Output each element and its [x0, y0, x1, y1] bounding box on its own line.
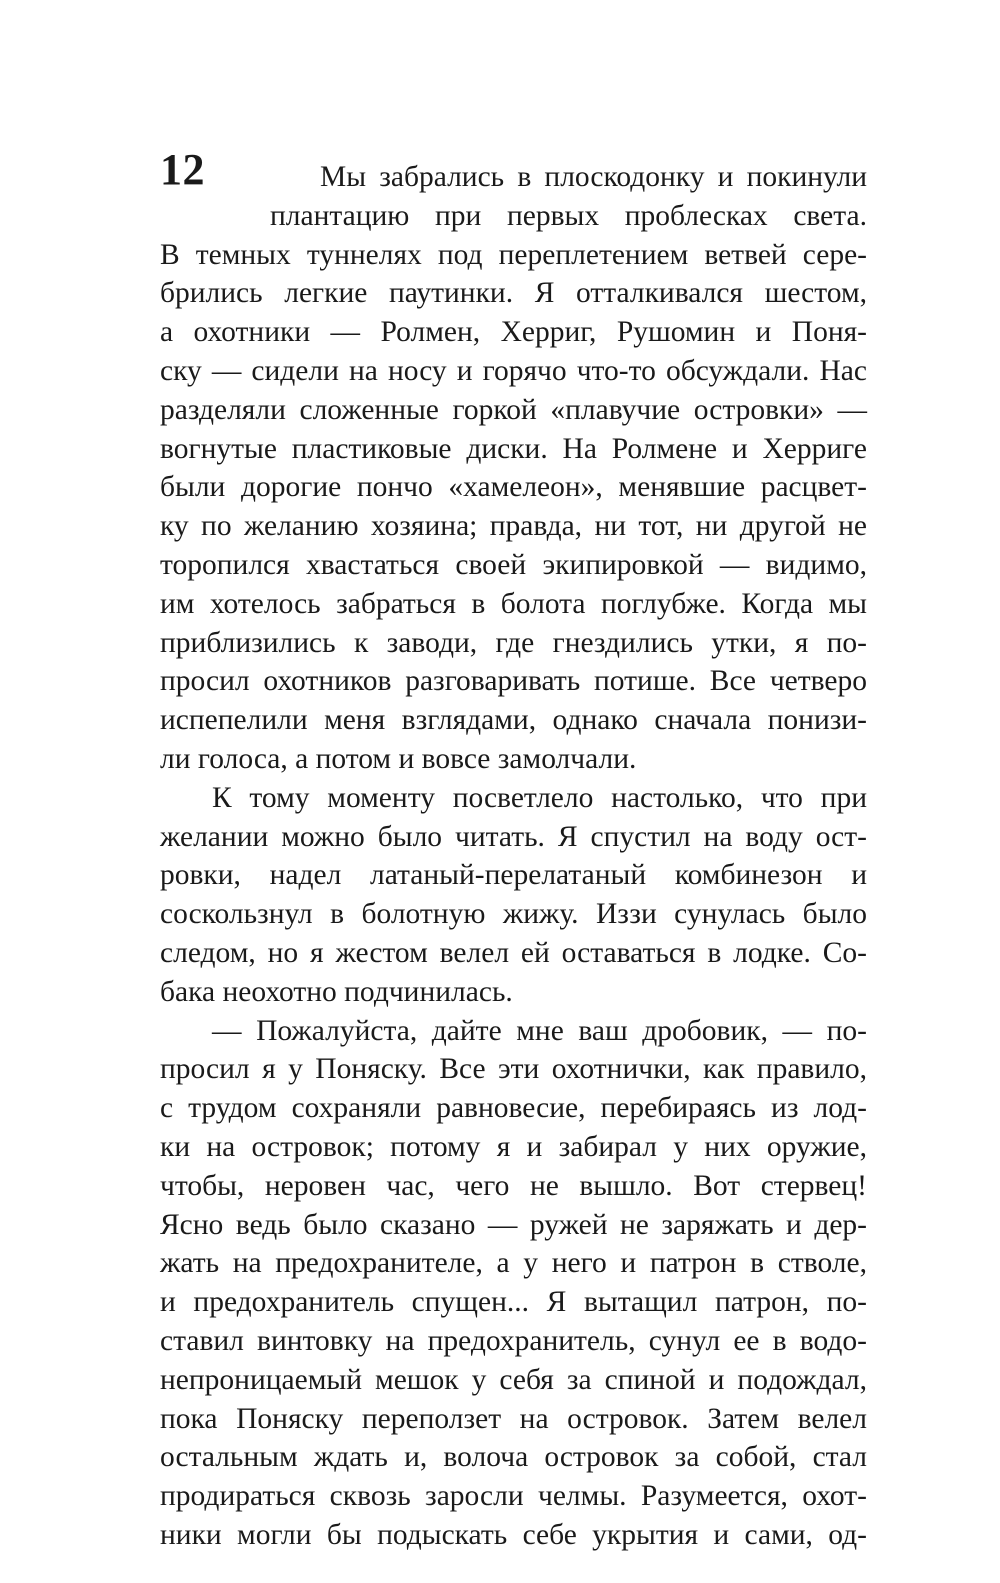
text-line: им хотелось забраться в болота поглубже. Когда мы: [160, 587, 867, 620]
text-line: — Пожалуйста, дайте мне ваш дробовик, — по-: [212, 1014, 867, 1047]
text-line: бака неохотно подчинилась.: [160, 975, 513, 1008]
text-line: К тому моменту посветлело настолько, что при: [212, 781, 867, 814]
text-line: Ясно ведь было сказано — ружей не заряжать и дер-: [160, 1208, 867, 1241]
text-line: ли голоса, а потом и вовсе замолчали.: [160, 742, 637, 775]
text-line: ставил винтовку на предохранитель, сунул ее в водо-: [160, 1324, 867, 1357]
text-line: приблизились к заводи, где гнездились утки, я по-: [160, 626, 867, 659]
text-line: с трудом сохраняли равновесие, перебираясь из лод-: [160, 1092, 867, 1125]
text-line: Мы забрались в плоскодонку и покинули: [320, 161, 867, 193]
text-line: чтобы, неровен час, чего не вышло. Вот стервец!: [160, 1169, 867, 1202]
text-line: остальным ждать и, волоча островок за собой, стал: [160, 1441, 867, 1474]
text-line: и предохранитель спущен... Я вытащил патрон, по-: [160, 1286, 867, 1319]
text-line: следом, но я жестом велел ей оставаться в лодке. Со-: [160, 936, 867, 969]
text-line: пока Поняску переползет на островок. Затем велел: [160, 1402, 867, 1435]
text-line: ску — сидели на носу и горячо что-то обсуждали. Нас: [160, 354, 867, 387]
text-line: а охотники — Ролмен, Херриг, Рушомин и Поня-: [160, 316, 867, 349]
text-line: соскользнул в болотную жижу. Иззи сунулась было: [160, 898, 867, 931]
text-line: торопился хвастаться своей экипировкой — видимо,: [160, 548, 867, 581]
chapter-number: 12: [160, 145, 205, 194]
text-line: ровки, надел латаный-перелатаный комбинезон и: [160, 859, 867, 892]
text-line: жать на предохранителе, а у него и патрон в стволе,: [160, 1247, 867, 1280]
text-line: В темных туннелях под переплетением ветвей сере-: [160, 238, 867, 271]
text-line: были дорогие пончо «хамелеон», менявшие расцвет-: [160, 471, 867, 504]
text-line: испепелили меня взглядами, однако сначала понизи-: [160, 704, 867, 737]
text-line: непроницаемый мешок у себя за спиной и подождал,: [160, 1363, 867, 1396]
text-line: продираться сквозь заросли челмы. Разумеется, охот-: [160, 1480, 867, 1513]
text-line: просил я у Поняску. Все эти охотнички, как правило,: [160, 1053, 867, 1086]
text-line: ники могли бы подыскать себе укрытия и сами, од-: [160, 1518, 867, 1551]
text-line: вогнутые пластиковые диски. На Ролмене и Херриге: [160, 432, 867, 465]
text-line: ку по желанию хозяина; правда, ни тот, ни другой не: [160, 510, 867, 543]
text-line: брились легкие паутинки. Я отталкивался шестом,: [160, 277, 867, 310]
text-line: плантацию при первых проблесках света.: [270, 199, 867, 232]
body-text: [160, 158, 867, 1555]
text-line: просил охотников разговаривать потише. Все четверо: [160, 665, 867, 698]
text-line: ки на островок; потому я и забирал у них оружие,: [160, 1130, 867, 1163]
text-line: желании можно было читать. Я спустил на воду ост-: [160, 820, 867, 853]
text-line: разделяли сложенные горкой «плавучие островки» —: [160, 393, 867, 426]
